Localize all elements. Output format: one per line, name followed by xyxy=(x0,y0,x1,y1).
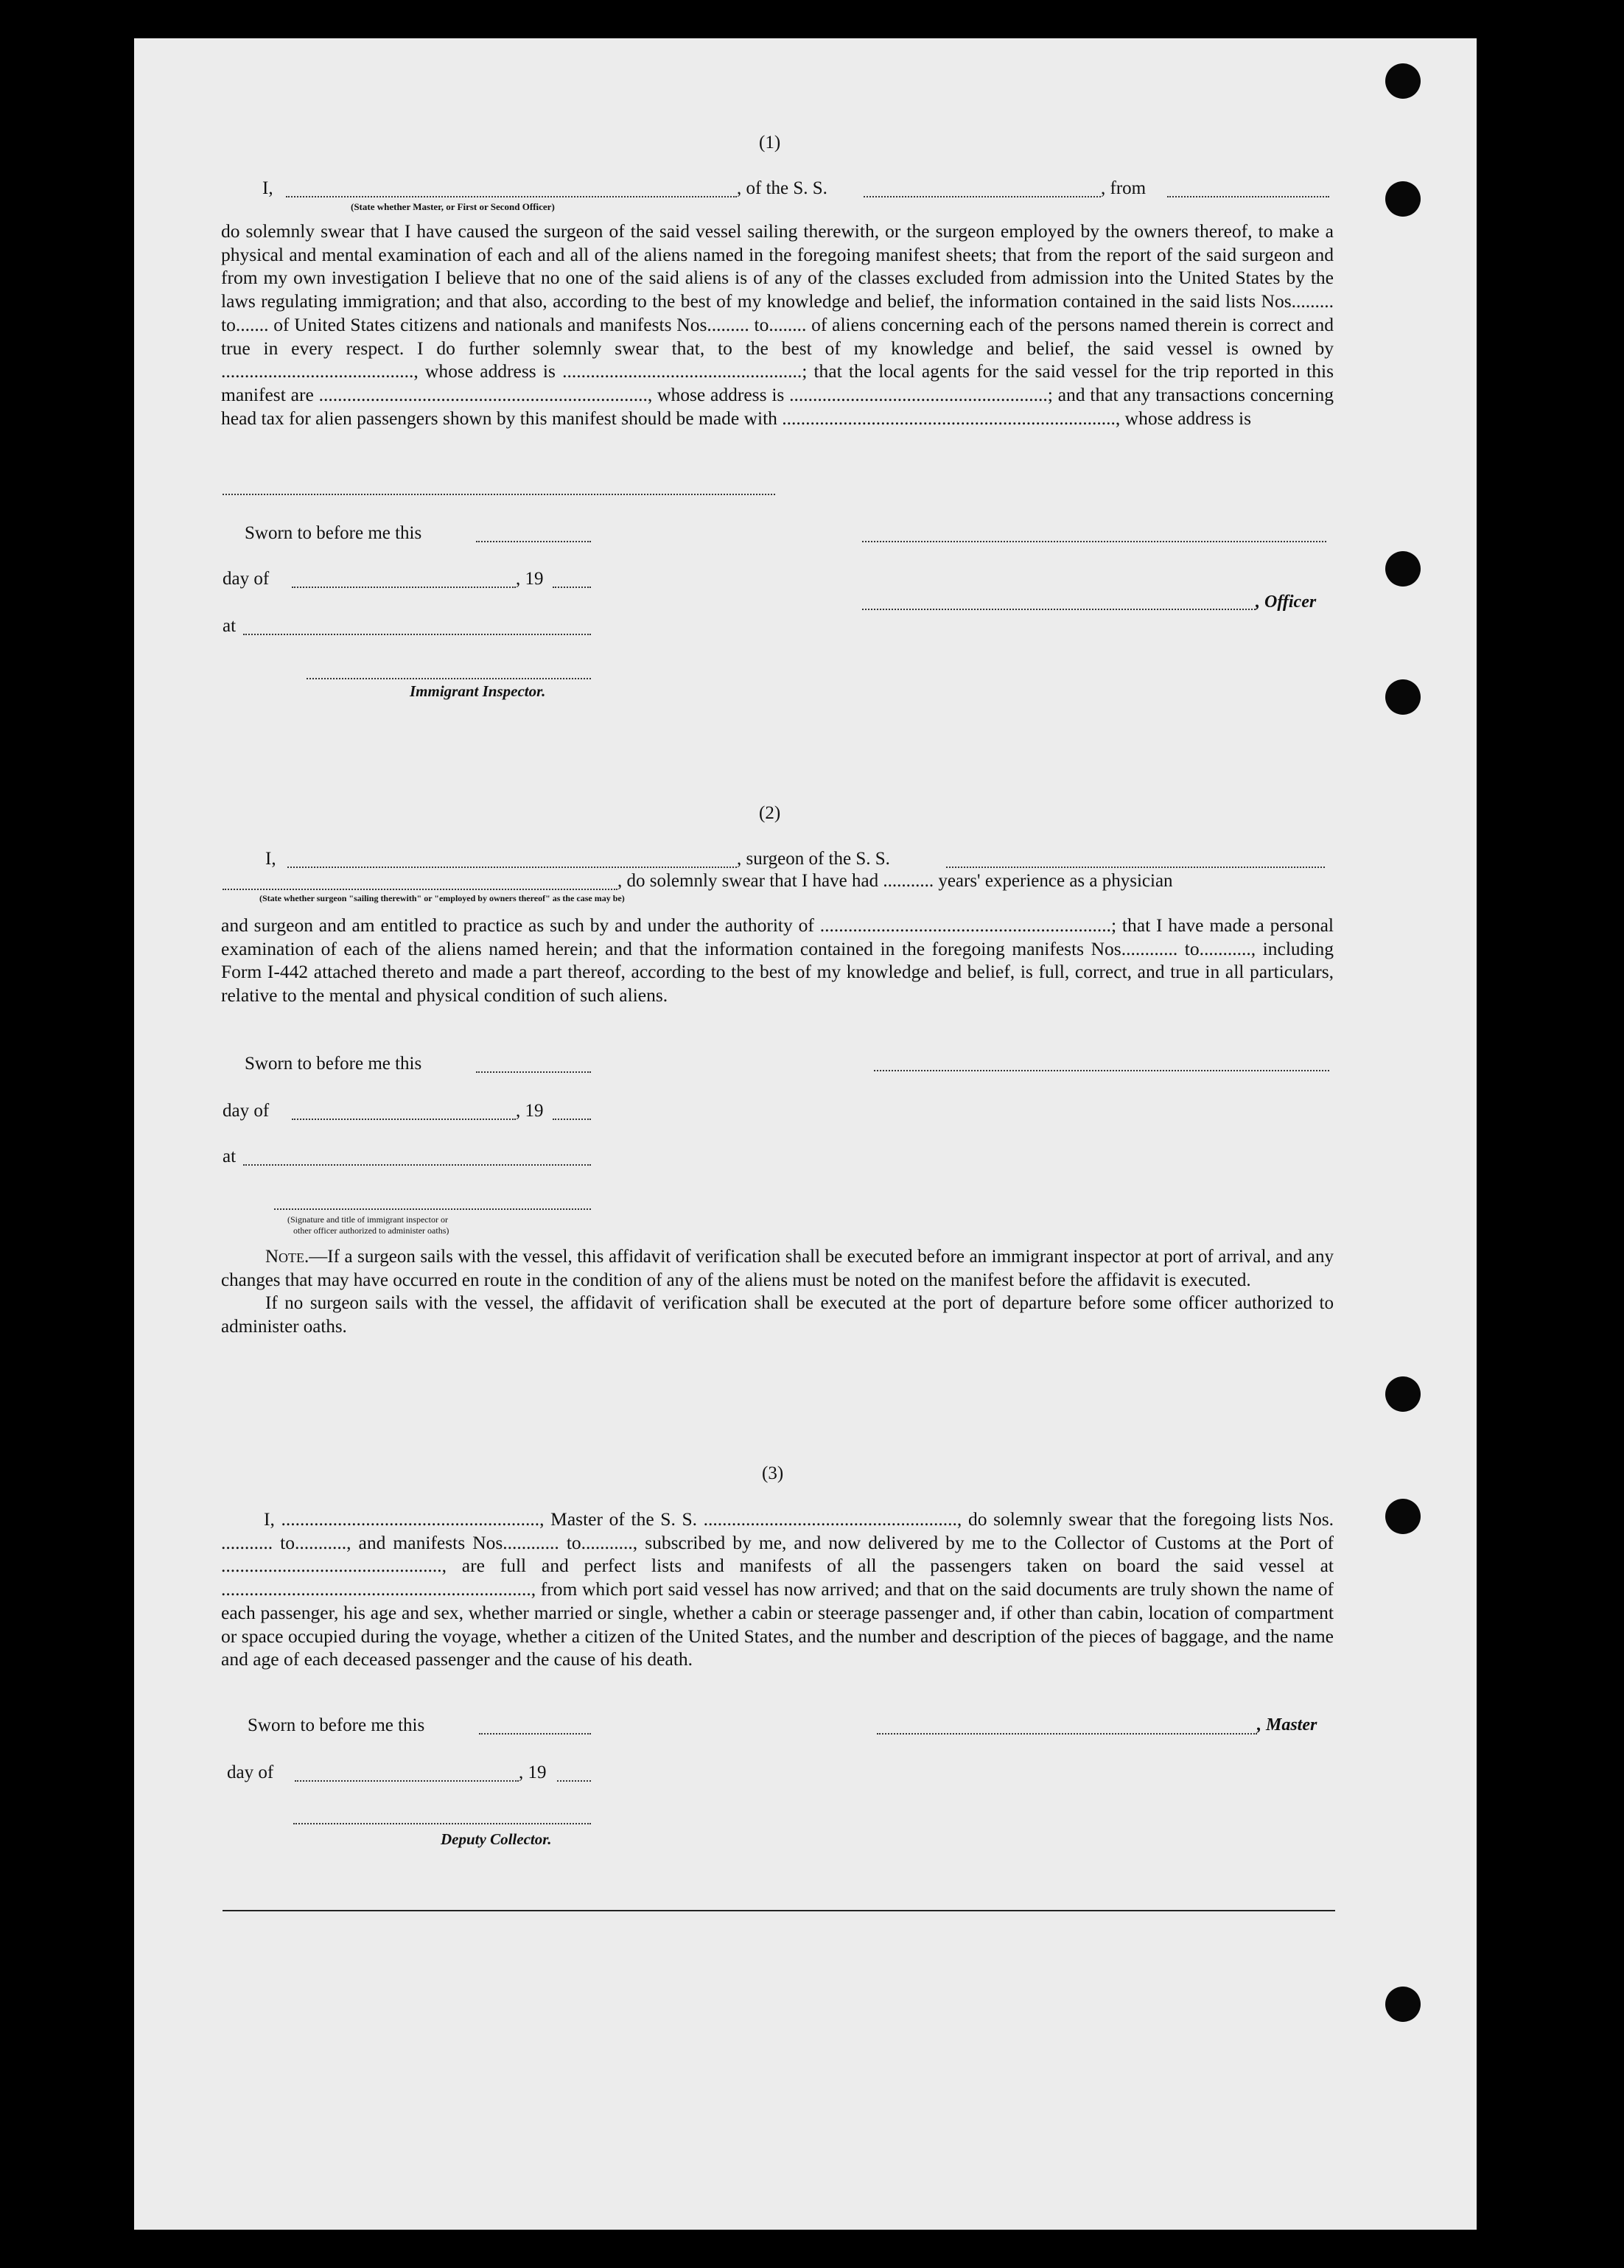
oath-text: do solemnly swear that I have caused the surgeon of the said vessel sailing therewith, or the surgeon employed by the owners thereof, to make a physical and mental examination of each and all of the aliens named in the foregoing manifest sheets; that from the report of the said surgeon and from my own investigation I believe that no one of the said aliens is of any of the classes excluded from admission into the United States by the laws regulating immigration; and that also, according to the best of my knowledge and belief, the information contained in the said lists Nos......... to....... of United States citizens and nationals and manifests Nos......... to........ of aliens concerning each of the persons named therein is correct and true in every respect. I do further solemnly swear that, to the best of my knowledge and belief, the said vessel is owned by ........................................., whose address is ...................................................; that the local agents for the said vessel for the trip reported in this manifest are ......................................................................, whose address is .......................................................; and that any transactions concerning head tax for alien passengers shown by this manifest should be made with ......................................................................., whose address is xyxy=(221,220,1334,429)
day-label: day of xyxy=(227,1763,274,1782)
signature-caption: other officer authorized to administer oaths) xyxy=(293,1225,449,1236)
surgeon-text: and surgeon and am entitled to practice as such by and under the authority of ..............................................................; that I have made a personal examination of each of the aliens named herein; and that the information contained in the foregoing manifests Nos............ to..........., including Form I-442 attached thereto and made a part thereof, according to the best of my knowledge and belief, is full, correct, and true in all particulars, relative to the mental and physical condition of such aliens. xyxy=(221,914,1334,1007)
surgeon-vessel-label: , surgeon of the S. S. xyxy=(737,849,890,869)
note-label: Note. xyxy=(265,1247,309,1267)
blank-line xyxy=(553,1119,591,1120)
signature-line xyxy=(874,1070,1329,1071)
oath-vessel-label: , of the S. S. xyxy=(737,178,827,198)
signature-line xyxy=(877,1733,1257,1735)
sworn-label: Sworn to before me this xyxy=(248,1715,425,1735)
year-label: , 19 xyxy=(519,1763,547,1782)
blank-line xyxy=(223,889,617,890)
note-paragraph xyxy=(221,1245,1334,1292)
signature-line xyxy=(274,1208,591,1210)
section-number: (2) xyxy=(759,803,781,823)
master-paragraph xyxy=(221,1508,1334,1671)
surgeon-paragraph xyxy=(221,914,1334,1007)
signature-caption: (Signature and title of immigrant inspector or xyxy=(287,1214,448,1225)
year-label: , 19 xyxy=(516,1101,544,1121)
blank-line xyxy=(292,587,516,588)
note-paragraph xyxy=(221,1292,1334,1338)
day-label: day of xyxy=(223,569,270,589)
signature-line xyxy=(293,1823,591,1824)
oath-prefix: I, xyxy=(262,178,273,198)
note-text: If no surgeon sails with the vessel, the affidavit of verification shall be executed at the port of departure before some officer authorized to administer oaths. xyxy=(221,1293,1334,1337)
section-number: (3) xyxy=(762,1463,784,1483)
surgeon-oath-line: , do solemnly swear that I have had ........... years' experience as a physician xyxy=(617,871,1173,891)
sworn-label: Sworn to before me this xyxy=(245,523,422,543)
binder-hole xyxy=(1385,1987,1421,2022)
officer-label: , Officer xyxy=(1256,592,1317,612)
bottom-rule xyxy=(223,1910,1335,1911)
binder-hole xyxy=(1385,551,1421,587)
blank-line xyxy=(292,1119,516,1120)
field-caption: (State whether Master, or First or Second Officer) xyxy=(351,201,555,212)
master-text: I, ......................................................., Master of the S. S. ......................................................, do solemnly swear that the foregoing lists Nos. ........... to..........., and manifests Nos............ to..........., subscribed by me, and now delivered by me to the Collector of Customs at the Port of ..............................................., are full and perfect lists and manifests of all the passengers taken on board the said vessel at .................................................................., from which port said vessel has now arrived; and that on the said documents are truly shown the name of each passenger, his age and sex, whether married or single, whether a cabin or steerage passenger and, if other than cabin, location of compartment or space occupied during the voyage, whether a citizen of the United States, and the number and description of the pieces of baggage, and the name and age of each deceased passenger and the cause of his death. xyxy=(221,1508,1334,1670)
note-block xyxy=(221,1245,1334,1338)
master-label: , Master xyxy=(1257,1715,1317,1735)
blank-line xyxy=(295,1780,519,1782)
blank-line xyxy=(1167,196,1329,197)
oath-paragraph xyxy=(221,220,1334,430)
blank-line xyxy=(287,867,737,868)
blank-line xyxy=(243,1164,591,1166)
binder-hole xyxy=(1385,181,1421,217)
blank-line xyxy=(476,541,591,542)
blank-line xyxy=(864,196,1101,197)
collector-label: Deputy Collector. xyxy=(441,1830,552,1848)
blank-line xyxy=(476,1071,591,1073)
binder-hole xyxy=(1385,1376,1421,1412)
at-label: at xyxy=(223,1147,237,1166)
day-label: day of xyxy=(223,1101,270,1121)
signature-line xyxy=(862,541,1326,542)
inspector-label: Immigrant Inspector. xyxy=(410,682,546,700)
blank-line xyxy=(243,634,591,635)
at-label: at xyxy=(223,616,237,636)
blank-line xyxy=(223,494,775,495)
sworn-label: Sworn to before me this xyxy=(245,1054,422,1074)
field-caption: (State whether surgeon "sailing therewith" or "employed by owners thereof" as the case may be) xyxy=(259,893,625,903)
note-text: —If a surgeon sails with the vessel, this affidavit of verification shall be executed before an immigrant inspector at port of arrival, and any changes that may have occurred en route in the condition of any of the aliens must be noted on the manifest before the affidavit is executed. xyxy=(221,1247,1334,1290)
blank-line xyxy=(479,1733,591,1735)
section-number: (1) xyxy=(759,133,781,153)
binder-hole xyxy=(1385,1499,1421,1534)
year-label: , 19 xyxy=(516,569,544,589)
blank-line xyxy=(946,867,1325,868)
surgeon-prefix: I, xyxy=(265,849,276,869)
binder-hole xyxy=(1385,679,1421,715)
blank-line xyxy=(553,587,591,588)
signature-line xyxy=(307,678,591,679)
blank-line xyxy=(286,196,737,197)
signature-line xyxy=(862,609,1256,610)
oath-from-label: , from xyxy=(1101,178,1147,198)
binder-hole xyxy=(1385,63,1421,99)
blank-line xyxy=(557,1780,591,1782)
